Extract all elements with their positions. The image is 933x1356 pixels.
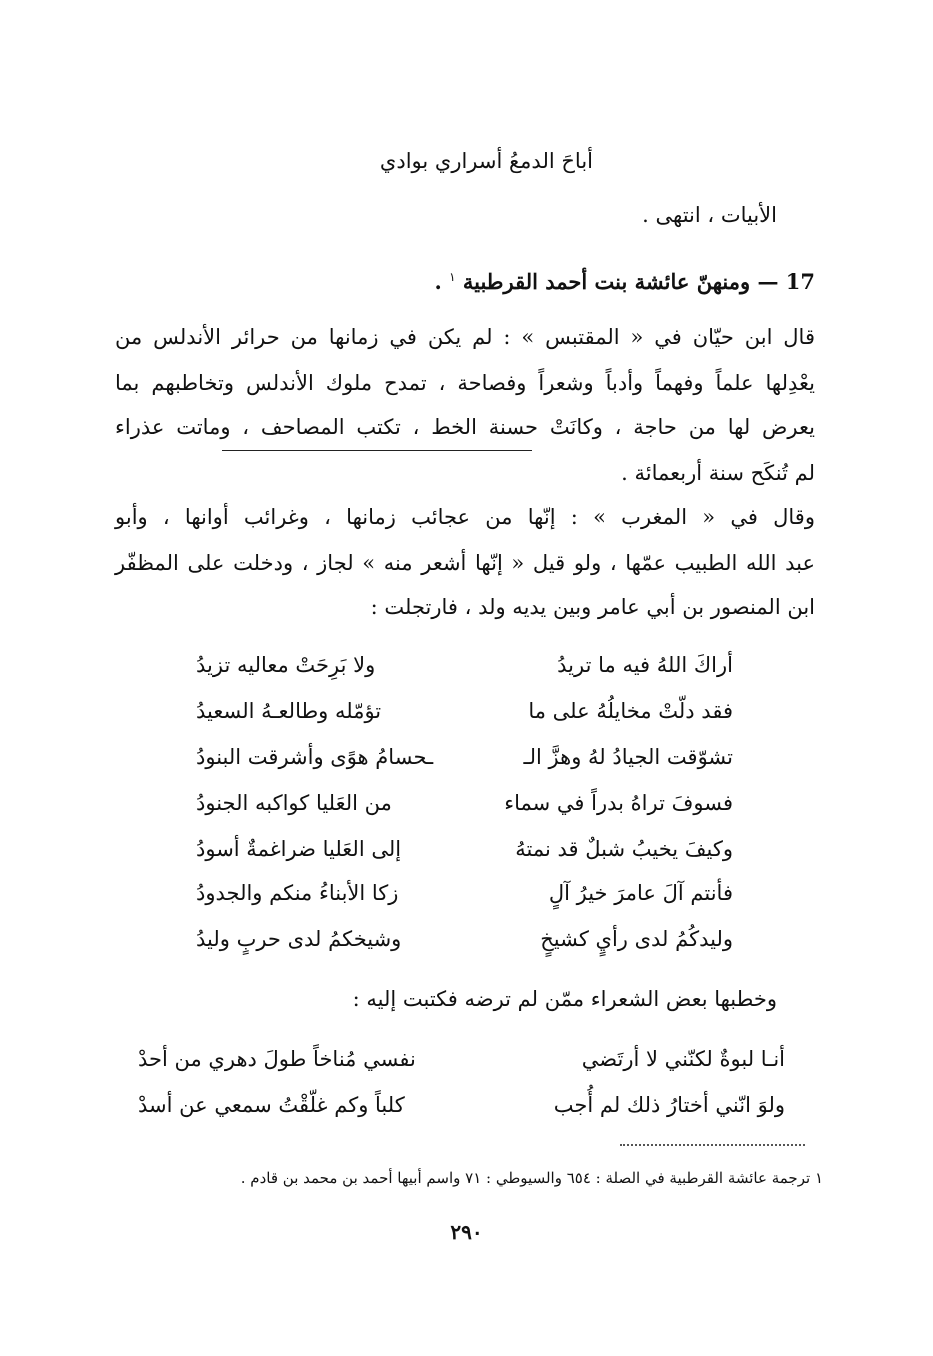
page-number: ٢٩٠	[450, 1220, 483, 1244]
entry-number: 17	[785, 269, 815, 294]
handwritten-underline	[222, 450, 532, 451]
footnote: ١ ترجمة عائشة القرطبية في الصلة : ٦٥٤ والسيوطي : ٧١ واسم أبيها أحمد بن محمد بن قادم .	[240, 1169, 823, 1187]
hemistich-left: نفسي مُناخاً طولَ دهري من أحدْ	[138, 1047, 416, 1071]
top-verse: أباحَ الدمعُ أسراري بوادي	[379, 149, 593, 173]
hemistich-left: زكا الأبناءُ منكم والجدودُ	[196, 881, 399, 905]
hemistich-right: ولوَ انّني أختارُ ذلك لم أُجب	[553, 1093, 785, 1117]
entry-title: ومنهنّ عائشة بنت أحمد القرطبية	[462, 269, 751, 294]
paragraph2-line-3: ابن المنصور بن أبي عامر وبين يديه ولد ، فارتجلت :	[370, 595, 815, 619]
paragraph1-line-4: لم تُنكَح سنة أربعمائة .	[621, 461, 815, 485]
paragraph1-line-1: قال ابن حيّان في « المقتبس » : لم يكن في زمانها من حرائر الأندلس من	[115, 325, 815, 349]
hemistich-right: أراكَ اللهُ فيه ما تريدُ	[557, 653, 733, 677]
poem2-intro: وخطبها بعض الشعراء ممّن لم ترضه فكتبت إليه :	[352, 987, 777, 1011]
end-note: الأبيات ، انتهى .	[642, 203, 777, 227]
hemistich-left: إلى العَليا ضراغمةٌ أسودُ	[196, 837, 402, 861]
paragraph1-line-3: يعرض لها من حاجة ، وكانَتْ حسنة الخط ، تكتب المصاحف ، وماتت عذراء	[115, 415, 815, 439]
paragraph2-line-2: عبد الله الطبيب عمّها ، ولو قيل « إنّها أشعر منه » لجاز ، ودخلت على المظفّر	[115, 551, 815, 575]
hemistich-left: وشيخكمُ لدى حربٍ وليدُ	[196, 927, 402, 951]
entry-dash: —	[757, 269, 779, 294]
paragraph2-line-1: وقال في « المغرب » : إنّها من عجائب زمانها ، وغرائب أوانها ، وأبو	[115, 505, 815, 529]
entry-heading	[434, 262, 815, 297]
entry-end: .	[434, 269, 442, 294]
hemistich-left: كلباً وكم غلّقْتُ سمعي عن أسدْ	[138, 1093, 405, 1117]
hemistich-right: فقد دلّتْ مخايلُهُ على ما	[528, 699, 733, 723]
hemistich-right: فأنتم آلَ عامرَ خيرُ آلٍ	[548, 881, 733, 905]
hemistich-left: من العَليا كواكبه الجنودُ	[196, 791, 392, 815]
hemistich-left: ولا بَرِحَتْ معاليه تزيدُ	[196, 653, 376, 677]
hemistich-left: ـحسامُ هوًى وأشرقت البنودُ	[196, 745, 434, 769]
paragraph1-line-2: يعْدِلها علماً وفهماً وأدباً وشعراً وفصاحة ، تمدح ملوك الأندلس وتخاطبهم بما	[115, 371, 815, 395]
footnote-marker: ١	[449, 270, 456, 284]
hemistich-left: تؤمّله وطالعـهُ السعيدُ	[196, 699, 382, 723]
hemistich-right: تشوّقت الجيادُ لهُ وهزَّ الـ	[523, 745, 733, 769]
footnote-separator	[620, 1144, 805, 1146]
hemistich-right: وكيفَ يخيبُ شبلٌ قد نمتهُ	[515, 837, 733, 861]
hemistich-right: فسوفَ تراهُ بدراً في سماء	[504, 791, 733, 815]
hemistich-right: وليدكُمُ لدى رأيٍ كشيخٍ	[540, 927, 733, 951]
hemistich-right: أنـا لبوةٌ لكنّني لا أرتَضي	[581, 1047, 785, 1071]
